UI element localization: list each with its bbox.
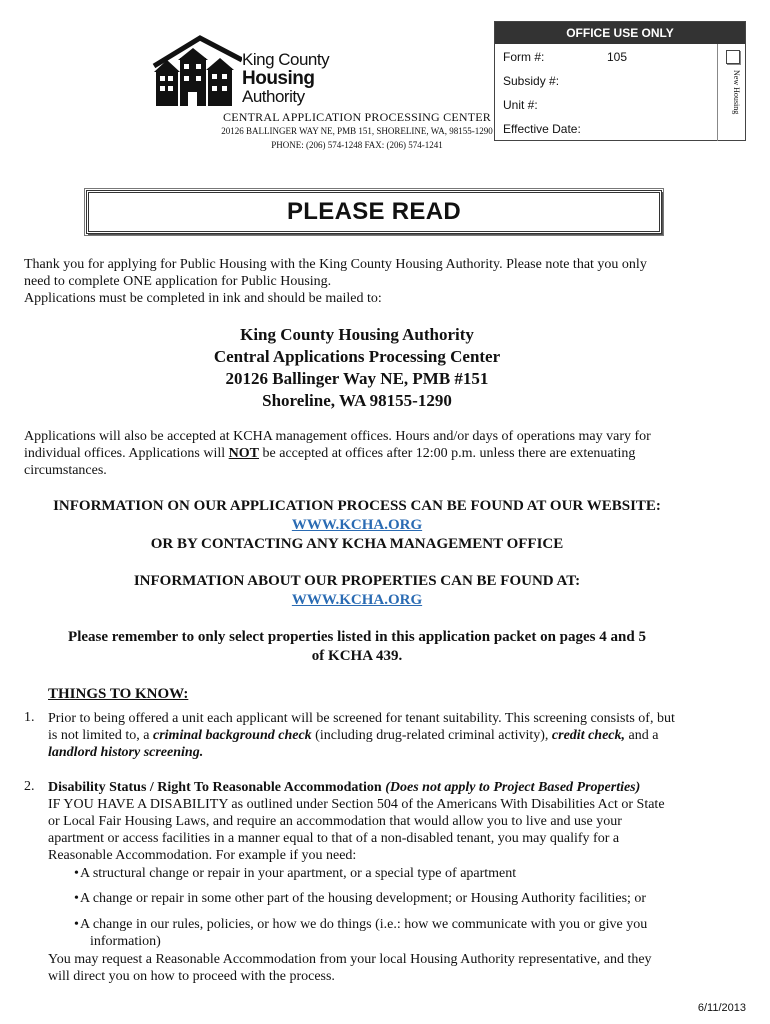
item-text: is not limited to, a [48, 728, 153, 743]
intro-line: need to complete ONE application for Public Housing. [24, 274, 332, 289]
disability-title: Disability Status / Right To Reasonable Accommodation [48, 780, 382, 795]
closing-paragraph [48, 951, 728, 985]
office-use-box [494, 21, 746, 141]
mailing-line: 20126 Ballinger Way NE, PMB #151 [225, 369, 489, 388]
mailing-line: King County Housing Authority [240, 325, 474, 344]
reminder [0, 628, 714, 666]
offices-text: be accepted at offices after 12:00 p.m. unless there are extenuating [259, 446, 636, 461]
item-line [48, 727, 728, 744]
things-to-know-heading: THINGS TO KNOW: [48, 686, 189, 702]
offices-text: individual offices. Applications will [24, 446, 229, 461]
closing-line: will direct you on how to proceed with the process. [48, 969, 335, 984]
intro-paragraph [24, 256, 729, 307]
logo-line-king-county: King County [242, 50, 330, 69]
website-line: OR BY CONTACTING ANY KCHA MANAGEMENT OFFICE [150, 536, 564, 552]
mailing-line: Shoreline, WA 98155-1290 [262, 391, 452, 410]
reminder-line: of KCHA 439. [311, 648, 403, 664]
bullet-text-continued: information) [90, 934, 161, 949]
item-text: and a [625, 728, 659, 743]
website-info [0, 497, 714, 554]
bullet-icon: • [74, 917, 79, 932]
bullet-item [74, 865, 730, 882]
footer-date: 6/11/2013 [697, 1002, 746, 1014]
reminder-line: Please remember to only select properties listed in this application packet on pages 4 and 5 [68, 629, 646, 645]
item-disability [48, 779, 728, 864]
offices-line [24, 445, 729, 462]
bullet-item [74, 890, 730, 907]
center-address: 20126 BALLINGER WAY NE, PMB 151, SHORELINE, WA, 98155-1290 [221, 126, 493, 136]
criminal-check-emphasis: criminal background check [153, 728, 312, 743]
item-text: (including drug-related criminal activity), [311, 728, 552, 743]
credit-check-emphasis: credit check, [551, 728, 626, 743]
new-housing-label: New Housing [732, 70, 741, 115]
bullet-text: A structural change or repair in your apartment, or a special type of apartment [80, 866, 517, 881]
item-screening [48, 710, 728, 761]
form-number-label: Form #: [503, 50, 545, 64]
item-line: apartment or access facilities in a manner equal to that of a non-disabled tenant, you may qualify for a [48, 831, 620, 846]
bullet-text: A change or repair in some other part of the housing development; or Housing Authority facilities; or [80, 891, 647, 906]
item-line: Reasonable Accommodation. For example if you need: [48, 848, 357, 863]
properties-info [0, 572, 714, 610]
item-line: IF YOU HAVE A DISABILITY as outlined under Section 504 of the Americans With Disabilities Act or State [48, 797, 665, 812]
mailing-line: Central Applications Processing Center [213, 347, 501, 366]
unit-number-label: Unit #: [503, 98, 538, 112]
form-number-value: 105 [607, 50, 628, 64]
subsidy-number-label: Subsidy #: [503, 74, 560, 88]
landlord-screening-emphasis: landlord history screening. [48, 745, 204, 760]
new-housing-checkbox[interactable] [726, 50, 740, 64]
form-number-row [503, 50, 628, 64]
effective-date-label: Effective Date: [503, 122, 581, 136]
logo-line-housing: Housing [242, 68, 315, 89]
website-line: INFORMATION ON OUR APPLICATION PROCESS CAN BE FOUND AT OUR WEBSITE: [53, 498, 661, 514]
bullet-text: A change in our rules, policies, or how we do things (i.e.: how we communicate with you or give you [80, 917, 648, 932]
disability-note: (Does not apply to Project Based Properties) [385, 780, 641, 795]
intro-line: Thank you for applying for Public Housing with the King County Housing Authority. Please note that you only [24, 257, 647, 272]
bullet-icon: • [74, 891, 79, 906]
center-name: CENTRAL APPLICATION PROCESSING CENTER [223, 110, 491, 124]
please-read-title: PLEASE READ [287, 198, 461, 225]
houses-logo-icon [150, 32, 242, 110]
item-number: 2. [24, 779, 35, 794]
please-read-banner [86, 190, 662, 234]
closing-line: You may request a Reasonable Accommodation from your local Housing Authority representative, and they [48, 952, 652, 967]
intro-line: Applications must be completed in ink and should be mailed to: [24, 291, 382, 306]
item-line: or Local Fair Housing Laws, and require an accommodation that would allow you to live and use your [48, 814, 622, 829]
item-number: 1. [24, 710, 35, 725]
bullet-icon: • [74, 866, 79, 881]
offices-paragraph [24, 428, 729, 479]
properties-line: INFORMATION ABOUT OUR PROPERTIES CAN BE FOUND AT: [133, 573, 581, 589]
item-title-line [48, 779, 728, 796]
bullet-item [74, 916, 730, 950]
mailing-address [0, 324, 714, 412]
center-phone: PHONE: (206) 574-1248 FAX: (206) 574-1241 [271, 140, 443, 150]
office-use-title: OFFICE USE ONLY [495, 22, 745, 44]
offices-line: circumstances. [24, 463, 107, 478]
offices-line: Applications will also be accepted at KCHA management offices. Hours and/or days of operations may vary for [24, 429, 651, 444]
kcha-logo [150, 32, 350, 110]
item-line: Prior to being offered a unit each applicant will be screened for tenant suitability. This screening consists of, but [48, 711, 675, 726]
kcha-properties-link[interactable]: WWW.KCHA.ORG [291, 592, 423, 608]
logo-line-authority: Authority [242, 87, 305, 106]
not-emphasis: NOT [228, 446, 260, 461]
office-divider [717, 44, 718, 141]
kcha-website-link[interactable]: WWW.KCHA.ORG [291, 517, 423, 533]
